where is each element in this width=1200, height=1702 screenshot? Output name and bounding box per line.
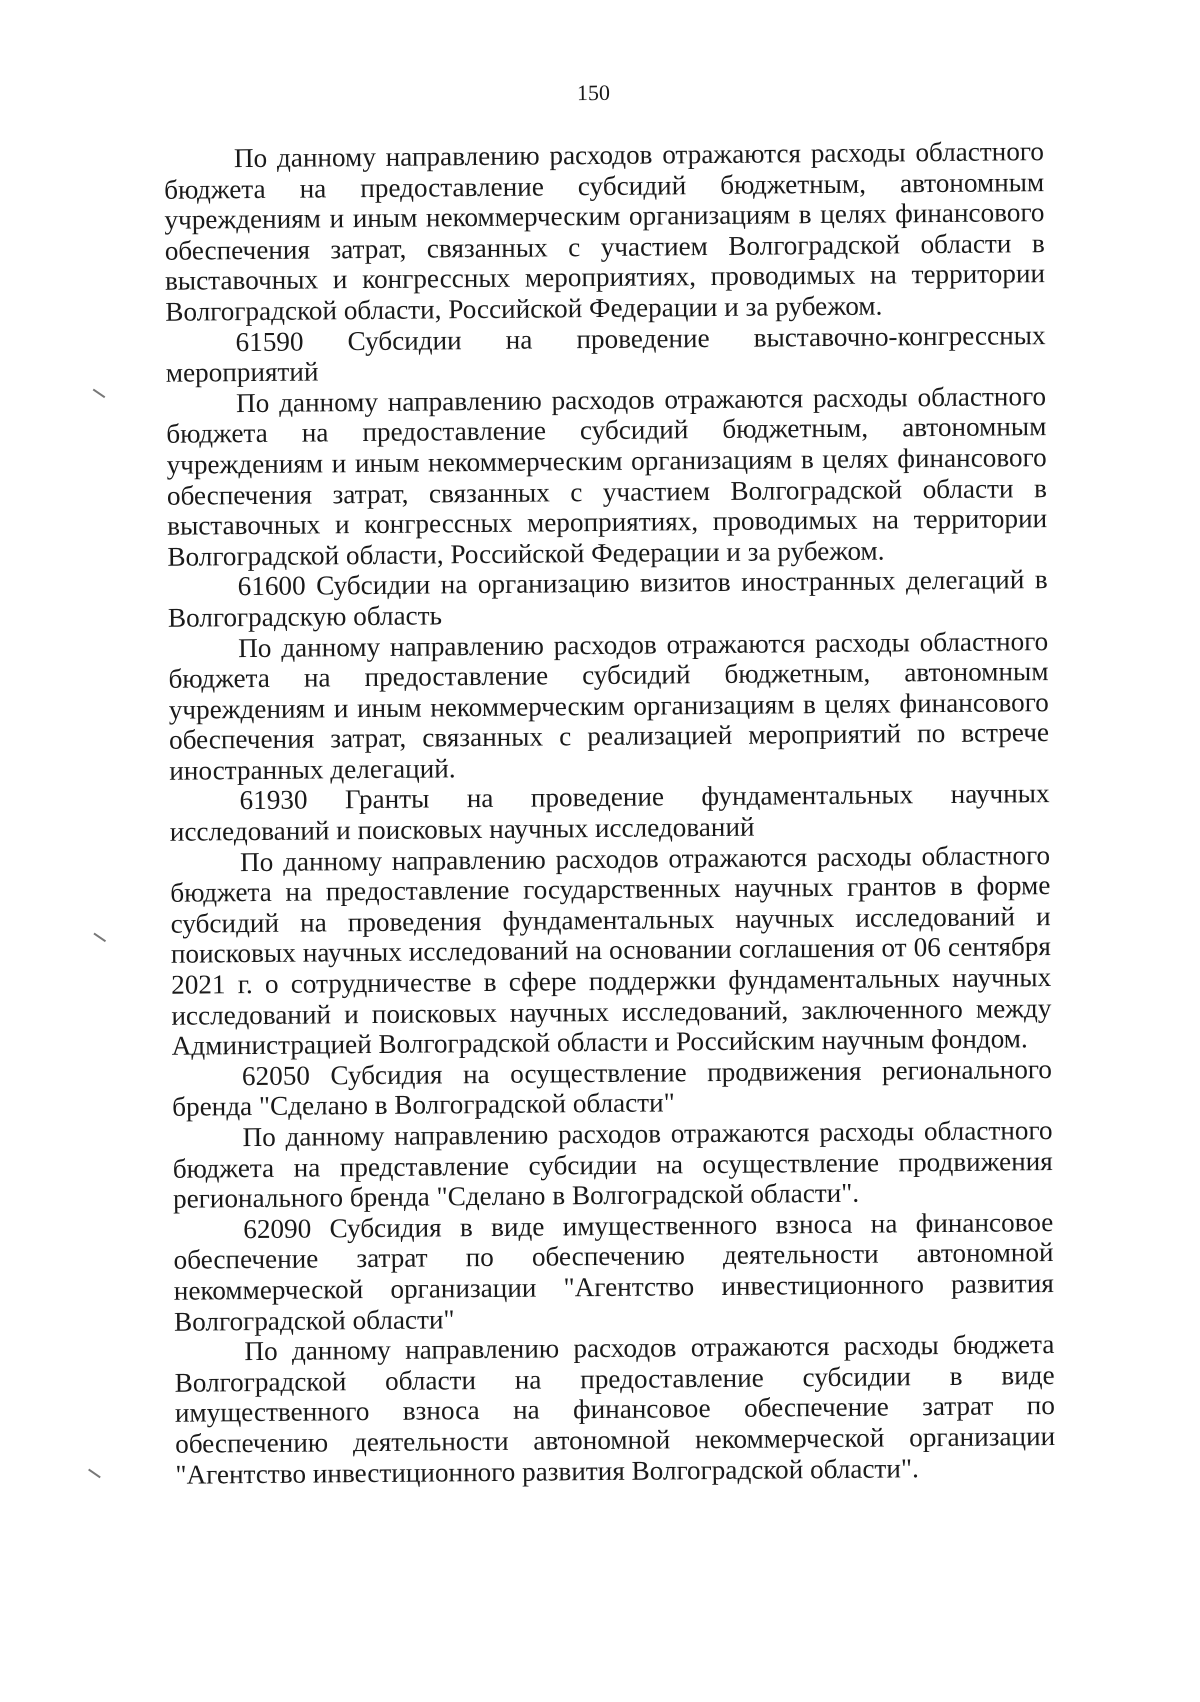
- paragraph-body: По данному направлению расходов отражаются расходы областного бюджета на предоставление субсидий бюджетным, автономным учреждениям и иным некоммерческим организациям в целях финансового обеспечения затрат, связанных с участием Волгоградской области в выставочных и конгрессных мероприятиях, проводимых на территории Волгоградской области, Российской Федерации и за рубежом.: [166, 380, 1048, 572]
- scan-mark: [93, 389, 106, 399]
- paragraph-body: По данному направлению расходов отражаются расходы областного бюджета на предоставление государственных научных грантов в форме субсидий на проведения фундаментальных научных исследований и поисковых научных исследований на основании соглашения от 06 сентября 2021 г. о сотрудничестве в сфере поддержки фундаментальных научных исследований и поисковых научных исследований, заключенного между Администрацией Волгоградской области и Российским научным фондом.: [170, 839, 1052, 1061]
- paragraph-heading: 62050 Субсидия на осуществление продвижения регионального бренда "Сделано в Волгоградской области": [172, 1053, 1053, 1123]
- paragraph-body: По данному направлению расходов отражаются расходы бюджета Волгоградской области на предоставление субсидии в виде имущественного взноса на финансовое обеспечение затрат по обеспечению деятельности автономной некоммерческой организации "Агентство инвестиционного развития Волгоградской области".: [174, 1329, 1056, 1490]
- paragraph-heading: 61590 Субсидии на проведение выставочно-конгрессных мероприятий: [165, 319, 1046, 388]
- paragraph-body: По данному направлению расходов отражаются расходы областного бюджета на представление субсидии на осуществление продвижения регионального бренда "Сделано в Волгоградской области".: [172, 1115, 1053, 1214]
- scan-mark: [93, 933, 106, 943]
- document-body: [164, 136, 1056, 1490]
- paragraph-heading: 62090 Субсидия в виде имущественного взноса на финансовое обеспечение затрат по обеспечению деятельности автономной некоммерческой организации "Агентство инвестиционного развития Волгоградской области": [173, 1206, 1054, 1337]
- paragraph-heading: 61600 Субсидии на организацию визитов иностранных делегаций в Волгоградскую область: [167, 564, 1048, 633]
- page-number: 150: [576, 79, 610, 106]
- paragraph-body: По данному направлению расходов отражаются расходы областного бюджета на предоставление субсидий бюджетным, автономным учреждениям и иным некоммерческим организациям в целях финансового обеспечения затрат, связанных с реализацией мероприятий по встрече иностранных делегаций.: [168, 625, 1050, 786]
- paragraph-body: По данному направлению расходов отражаются расходы областного бюджета на предоставление субсидий бюджетным, автономным учреждениям и иным некоммерческим организациям в целях финансового обеспечения затрат, связанных с участием Волгоградской области в выставочных и конгрессных мероприятиях, проводимых на территории Волгоградской области, Российской Федерации и за рубежом.: [164, 136, 1046, 327]
- scan-mark: [88, 1469, 101, 1479]
- paragraph-heading: 61930 Гранты на проведение фундаментальных научных исследований и поисковых научных исследований: [169, 778, 1050, 847]
